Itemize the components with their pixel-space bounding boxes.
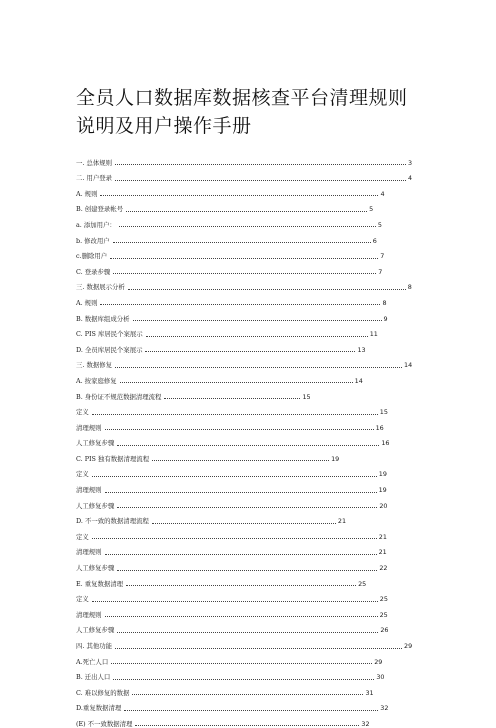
toc-entry[interactable] [76, 323, 414, 339]
toc-entry[interactable] [76, 229, 414, 245]
toc-entry-label: C. 难以修复的数据 [76, 688, 130, 697]
toc-entry-label: 人工修复步骤 [76, 626, 115, 635]
toc-entry[interactable] [76, 307, 414, 323]
toc-entry[interactable] [76, 572, 414, 588]
toc-entry-page-number: 21 [337, 517, 347, 526]
toc-entry-label: 三. 数据修复 [76, 361, 113, 370]
toc-entry[interactable] [76, 291, 414, 307]
toc-entry[interactable] [76, 385, 414, 401]
toc-dot-leader [92, 414, 378, 415]
toc-entry[interactable] [76, 525, 414, 541]
toc-entry-label: a. 添加用户： [76, 220, 116, 229]
toc-entry-page-number: 20 [379, 501, 388, 510]
toc-dot-leader [135, 725, 359, 726]
toc-entry-page-number: 13 [357, 345, 366, 354]
toc-entry[interactable] [76, 650, 414, 666]
toc-dot-leader [146, 336, 368, 337]
toc-entry-page-number: 14 [354, 376, 363, 385]
toc-entry-page-number: 9 [383, 314, 388, 323]
toc-entry-page-number: 29 [374, 657, 383, 666]
toc-dot-leader [152, 523, 336, 524]
toc-entry-page-number: 5 [377, 220, 382, 229]
toc-dot-leader [120, 382, 353, 383]
toc-entry[interactable] [76, 369, 414, 385]
toc-entry-page-number: 21 [378, 548, 387, 557]
toc-entry-label: B. 创建登录帐号 [76, 205, 124, 214]
toc-entry-label: 人工修复步骤 [76, 564, 115, 573]
toc-entry-label: 清理规则 [76, 423, 102, 432]
toc-entry-page-number: 25 [358, 579, 367, 588]
toc-entry-label: 二. 用户登录 [76, 174, 113, 183]
toc-entry-label: C. 登录步骤 [76, 267, 111, 276]
toc-entry[interactable] [76, 510, 414, 526]
toc-entry-page-number: 7 [378, 267, 383, 276]
toc-entry-label: 人工修复步骤 [76, 439, 115, 448]
toc-entry-page-number: 25 [379, 595, 388, 604]
toc-dot-leader [119, 226, 376, 227]
toc-entry[interactable] [76, 151, 414, 167]
toc-entry-page-number: 11 [369, 330, 378, 339]
toc-dot-leader [115, 180, 406, 181]
toc-entry[interactable] [76, 697, 414, 713]
toc-entry-page-number: 4 [408, 174, 413, 183]
toc-entry[interactable] [76, 260, 414, 276]
toc-entry-page-number: 26 [380, 626, 389, 635]
toc-dot-leader [145, 351, 355, 352]
toc-entry-page-number: 7 [380, 252, 385, 261]
toc-entry[interactable] [76, 354, 414, 370]
toc-entry-page-number: 14 [404, 361, 413, 370]
toc-dot-leader [164, 398, 300, 399]
toc-entry-label: C. PIS 独有数据清理流程 [76, 454, 150, 463]
toc-entry-label: 一. 总体规则 [76, 158, 113, 167]
toc-entry-label: b. 修改用户 [76, 236, 110, 245]
toc-entry-label: 四. 其他功能 [76, 642, 113, 650]
toc-entry-page-number: 16 [381, 439, 390, 448]
toc-dot-leader [115, 164, 406, 165]
toc-entry[interactable] [76, 463, 414, 479]
toc-entry[interactable] [76, 432, 414, 448]
toc-entry-page-number: 15 [302, 392, 311, 401]
toc-entry-label: E. 重复数据清理 [76, 579, 124, 588]
toc-entry[interactable] [76, 213, 414, 229]
toc-entry-page-number: 21 [378, 532, 387, 541]
toc-entry-label: B. 迁出人口 [76, 673, 111, 682]
toc-dot-leader [92, 476, 377, 477]
toc-entry-label: D. 不一致的数据清理流程 [76, 517, 149, 526]
toc-entry-label: B. 身份证不规范数据清理流程 [76, 392, 162, 401]
toc-entry-label: 清理规则 [76, 548, 102, 557]
toc-entry-label: C. PIS 库居民个案展示 [76, 330, 143, 339]
toc-entry-page-number: 31 [365, 688, 374, 697]
toc-dot-leader [100, 304, 380, 305]
toc-entry-page-number: 16 [375, 423, 384, 432]
toc-dot-leader [105, 554, 377, 555]
toc-entry-label: B. 数据库组成分析 [76, 314, 130, 323]
toc-dot-leader [124, 710, 378, 711]
toc-dot-leader [115, 648, 402, 649]
toc-entry-label: 定义 [76, 470, 89, 479]
toc-entry[interactable] [76, 681, 414, 697]
toc-entry[interactable] [76, 603, 414, 619]
toc-entry-page-number: 32 [380, 704, 389, 713]
toc-dot-leader [105, 429, 374, 430]
toc-entry-label: (E) 不一致数据清理 [76, 719, 133, 728]
toc-entry[interactable] [76, 198, 414, 214]
toc-entry[interactable] [76, 276, 414, 292]
toc-entry-page-number: 15 [379, 408, 388, 417]
toc-entry[interactable] [76, 167, 414, 183]
toc-entry[interactable] [76, 401, 414, 417]
toc-dot-leader [126, 211, 367, 212]
toc-dot-leader [115, 367, 402, 368]
toc-entry-page-number: 25 [379, 610, 388, 619]
toc-dot-leader [113, 679, 374, 680]
toc-dot-leader [100, 195, 378, 196]
toc-entry-page-number: 19 [331, 454, 340, 463]
toc-entry-page-number: 22 [379, 564, 388, 573]
toc-entry-label: c.删除用户 [76, 252, 108, 261]
toc-entry-page-number: 5 [369, 205, 374, 214]
toc-entry[interactable] [76, 619, 414, 635]
toc-entry-label: 清理规则 [76, 486, 102, 495]
toc-dot-leader [113, 242, 371, 243]
toc-dot-leader [113, 273, 376, 274]
toc-dot-leader [152, 460, 329, 461]
toc-entry[interactable] [76, 338, 414, 354]
toc-entry-label: D.重复数据清理 [76, 704, 122, 713]
toc-entry-label: 定义 [76, 595, 89, 604]
toc-entry-page-number: 4 [380, 189, 385, 198]
toc-entry[interactable] [76, 478, 414, 494]
toc-entry[interactable] [76, 447, 414, 463]
toc-dot-leader [105, 492, 377, 493]
toc-dot-leader [126, 585, 356, 586]
toc-entry-label: A.死亡人口 [76, 657, 109, 666]
toc-entry-page-number: 8 [382, 298, 387, 307]
toc-dot-leader [117, 632, 378, 633]
toc-entry-label: 定义 [76, 408, 89, 417]
toc-entry[interactable] [76, 245, 414, 261]
toc-entry-label: D. 全员库居民个案展示 [76, 345, 143, 354]
toc-dot-leader [117, 507, 377, 508]
toc-entry[interactable] [76, 416, 414, 432]
toc-dot-leader [110, 258, 378, 259]
toc-entry-page-number: 3 [408, 158, 413, 167]
table-of-contents [76, 151, 414, 728]
toc-entry-label: 定义 [76, 532, 89, 541]
toc-entry-page-number: 29 [404, 642, 413, 650]
toc-dot-leader [117, 570, 377, 571]
toc-entry-label: 人工修复步骤 [76, 501, 115, 510]
toc-entry[interactable] [76, 182, 414, 198]
toc-entry[interactable] [76, 712, 414, 728]
toc-entry-page-number: 30 [376, 673, 385, 682]
toc-entry[interactable] [76, 634, 414, 650]
toc-entry-label: A. 按家庭修复 [76, 376, 117, 385]
toc-dot-leader [92, 601, 378, 602]
toc-entry[interactable] [76, 666, 414, 682]
toc-dot-leader [92, 538, 377, 539]
document-title: 全员人口数据库数据核查平台清理规则说明及用户操作手册 [76, 87, 408, 137]
toc-entry[interactable] [76, 494, 414, 510]
toc-dot-leader [128, 289, 406, 290]
toc-entry-page-number: 32 [361, 719, 370, 728]
toc-entry-page-number: 8 [407, 283, 412, 292]
toc-entry-page-number: 6 [372, 236, 377, 245]
toc-entry-page-number: 19 [378, 470, 387, 479]
toc-entry-page-number: 19 [378, 486, 387, 495]
toc-entry[interactable] [76, 556, 414, 572]
toc-entry-label: 三. 数据展示分析 [76, 283, 125, 292]
toc-dot-leader [133, 320, 382, 321]
toc-dot-leader [132, 694, 363, 695]
toc-dot-leader [105, 616, 378, 617]
toc-entry-label: A. 规则 [76, 298, 98, 307]
toc-entry-label: A. 规则 [76, 189, 98, 198]
toc-entry[interactable] [76, 588, 414, 604]
toc-entry[interactable] [76, 541, 414, 557]
toc-entry-label: 清理规则 [76, 610, 102, 619]
toc-dot-leader [111, 663, 372, 664]
toc-dot-leader [117, 445, 379, 446]
